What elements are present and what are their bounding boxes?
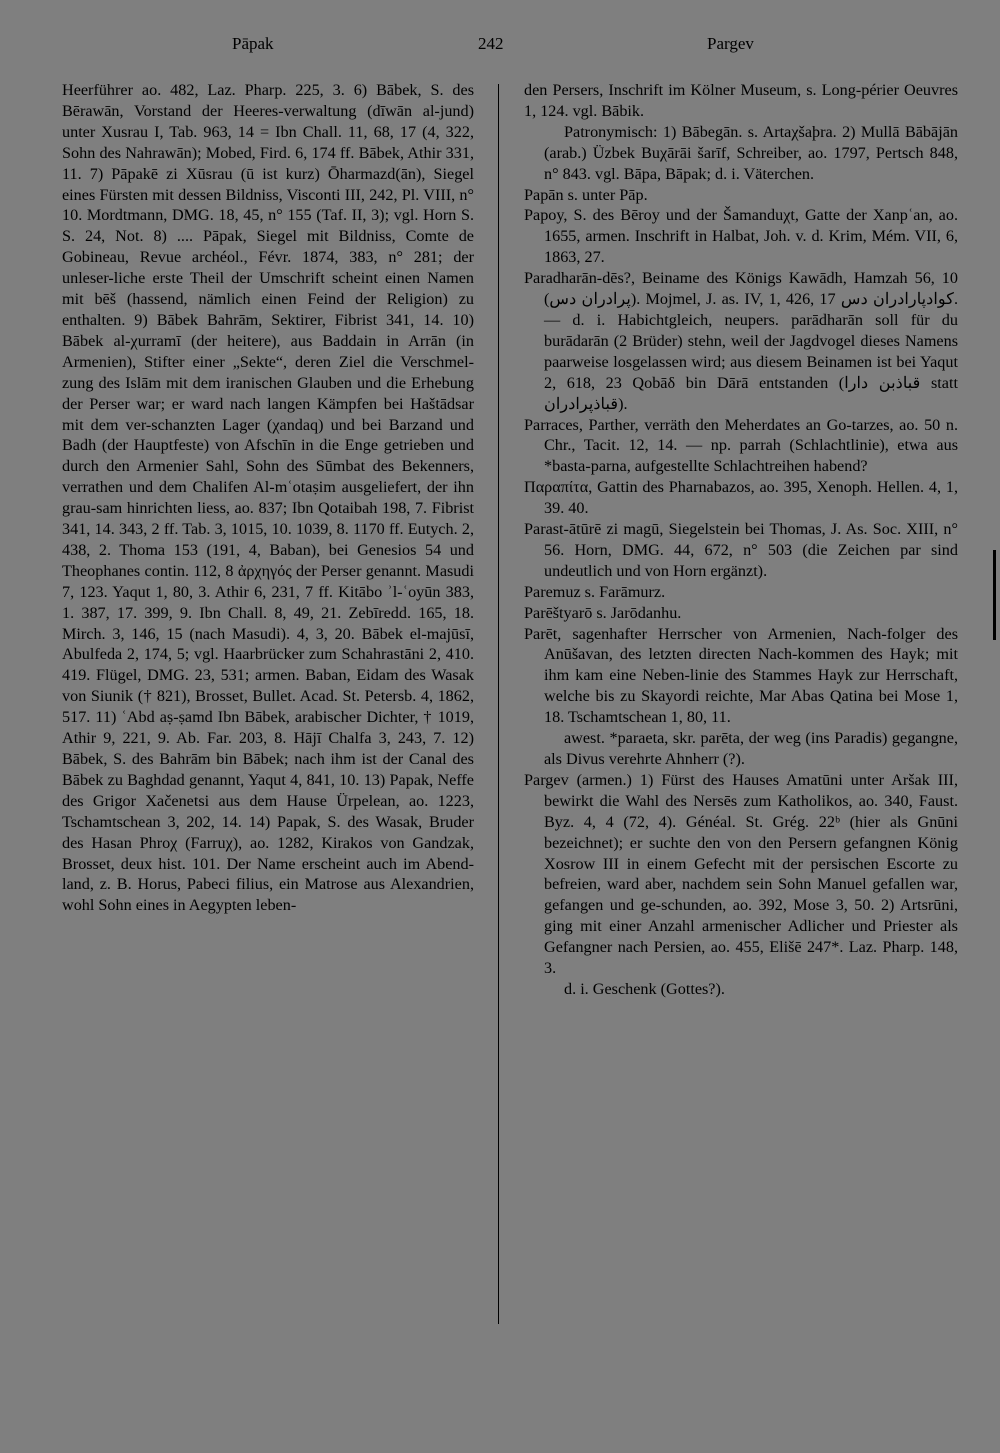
left-column — [62, 80, 474, 916]
entry-paret: Parēt, sagenhafter Herrscher von Armenien, Nach-folger des Anūšavan, des letzten directen Nach-kommen des Hayk; mit ihm kam eine Neben-linie des Stammes Hayk zur Herrschaft, welche bis zu Skayordi reichte, Mar Abas Qatina bei Mose 1, 18. Tschamtschean 1, 80, 11. — [524, 624, 958, 727]
entry-parapita: Παραπίτα, Gattin des Pharnabazos, ao. 395, Xenoph. Hellen. 4, 1, 39. 40. — [524, 478, 958, 518]
entry-parraces: Parraces, Parther, verräth den Meherdates an Go-tarzes, ao. 50 n. Chr., Tacit. 12, 14. — np. parrah (Schlachtlinie), etwa aus *basta-parna, aufgestellte Schlachtreihen habend? — [524, 415, 958, 476]
right-column — [524, 80, 958, 1000]
entry-papoy: Papoy, S. des Bēroy und der Šamanduχt, Gatte der Xanpʿan, ao. 1655, armen. Inschrift in Halbat, Joh. v. d. Krim, Mém. VII, 6, 1863, 27. — [524, 206, 958, 267]
running-head-left: Pāpak — [232, 34, 274, 53]
entry-paradharan-des: Paradharān-dēs?, Beiname des Königs Kawādh, Hamzah 56, 10 (پرادران دس). Mojmel, J. as. IV, 1, 426, 17 کوادپارادران دس. — d. i. Habichtgleich, neupers. parādharān soll für du burādarān (2 Brüder) stehn, weil der Jagdvogel dieses Namens paarweise losgelassen wird; aus diesem Beinamen ist bei Yaqut 2, 618, 23 Qobāδ bin Dārā entstanden (قباذبن دارا statt قباذپرادران). — [524, 269, 958, 413]
entry-pargev-etymology: d. i. Geschenk (Gottes?). — [564, 979, 725, 998]
scan-edge-mark — [993, 550, 996, 640]
entry-papan: Papān s. unter Pāp. — [524, 185, 648, 204]
running-head-right: Pargev — [707, 34, 754, 53]
entry-paremuz: Paremuz s. Farāmurz. — [524, 582, 666, 601]
entry-parast-ature: Parast-ātūrē zi magū, Siegelstein bei Thomas, J. As. Soc. XIII, n° 56. Horn, DMG. 44, 672, n° 503 (die Zeichen par sind undeutlich und von Horn ergänzt). — [524, 520, 958, 580]
entry-parestyaro: Parēštyarō s. Jarōdanhu. — [524, 603, 682, 622]
entry-paret-etymology: awest. *paraeta, skr. parēta, der weg (ins Paradis) gegangne, als Divus verehrte Ahnherr (?). — [544, 729, 958, 768]
page-header — [0, 34, 1000, 62]
page-number: 242 — [478, 34, 504, 53]
entry-continuation: den Persers, Inschrift im Kölner Museum, s. Long-périer Oeuvres 1, 124. vgl. Bābik. — [524, 81, 958, 120]
column-divider — [498, 84, 499, 1324]
entry-patronymisch: Patronymisch: 1) Bābegān. s. Artaχšaþra. 2) Mullā Bābājān (arab.) Üzbek Buχārāi šarīf, Schreiber, ao. 1797, Pertsch 848, n° 843. vgl. Bāpa, Bāpak; d. i. Väterchen. — [544, 122, 958, 183]
left-column-text: Heerführer ao. 482, Laz. Pharp. 225, 3. 6) Bābek, S. des Bērawān, Vorstand der Heeres-verwaltung (dīwān al-jund) unter Xusrau I, Tab. 963, 14 = Ibn Chall. 11, 68, 17 (4, 322, Sohn des Nahrawān); Mobed, Fird. 6, 174 ff. Bābek, Athir 331, 11. 7) Pāpakē zi Xūsrau (ū ist kurz) Ōharmazd(ān), Siegel eines Fürsten mit dessen Bildniss, Visconti III, 242, Pl. VIII, n° 10. Mordtmann, DMG. 18, 45, n° 155 (Taf. II, 3); vgl. Horn S. S. 24, Not. 8) .... Pāpak, Siegel mit Bildniss, Comte de Gobineau, Revue archéol., Févr. 1874, 383, n° 281; der unleser-liche erste Theil der Umschrift scheint einen Namen mit bēš (hassend, nämlich einen Feind der Religion) zu enthalten. 9) Bābek Bahrām, Sektirer, Fibrist 341, 14. 10) Bābek al-χurramī (der heitere), aus Baddain in Arrān (in Armenien), Stifter einer „Sekte“, deren Ziel die Verschmel-zung des Islām mit dem iranischen Glauben und die Erhebung der Perser war; er ward nach langen Kämpfen bei Haštādsar mit dem ver-schanzten Lager (χandaq) und bei Barzand und Badh (der Hauptfeste) von Afschīn in die Enge getrieben und durch den Armenier Sahl, Sohn des Sūmbat des Bekenners, verrathen und dem Chalifen Al-mʿotaṣim ausgeliefert, der ihn grau-sam hinrichten liess, ao. 837; Ibn Qotaibah 198, 7. Fibrist 341, 14. 343, 2 ff. Tab. 3, 1015, 10. 1039, 8. 1170 ff. Eutych. 2, 438, 2. Thoma 153 (191, 4, Baban), bei Genesios 54 und Theophanes contin. 112, 8 ἀρχηγός der Perser genannt. Masudi 7, 123. Yaqut 1, 80, 3. Athir 6, 231, 7 ff. Kitābo ʾl-ʿoyūn 383, 1. 387, 17. 399, 9. Ibn Chall. 8, 49, 21. Zebīredd. 165, 18. Mirch. 3, 146, 15 (nach Masudi). 4, 3, 20. Bābek el-majūsī, Abulfeda 2, 174, 5; vgl. Haarbrücker zum Schahrastāni 2, 410. 419. Flügel, DMG. 23, 531; armen. Baban, Eidam des Wasak von Siunik († 821), Brosset, Bullet. Acad. St. Petersb. 4, 1862, 517. 11) ʿAbd aṣ-ṣamd Ibn Bābek, arabischer Dichter, † 1019, Athir 9, 221, 9. Ab. Far. 203, 8. Hājī Chalfa 3, 243, 7. 12) Bābek, S. des Bahrām bin Bābek; nach ihm ist der Canal des Bābek zu Baghdad genannt, Yaqut 4, 841, 10. 13) Papak, Neffe des Grigor Xačenetsi aus dem Hause Ürpelean, ao. 1223, Tschamtschean 3, 202, 14. 14) Papak, S. des Wasak, Bruder des Hasan Phroχ (Farruχ), ao. 1282, Kirakos von Gandzak, Brosset, deux hist. 101. Der Name erscheint auch im Abend-land, z. B. Horus, Pabeci filius, ein Matrose aus Alexandrien, wohl Sohn eines in Aegypten leben- — [62, 81, 474, 915]
entry-pargev: Pargev (armen.) 1) Fürst des Hauses Amatūni unter Aršak III, bewirkt die Wahl des Nersēs zum Katholikos, ao. 340, Faust. Byz. 4, 4 (72, 4). Généal. St. Grég. 22ᵇ (hier als Gnūni bezeichnet); er suchte den von den Persern gefangnen König Xosrow III in einem Gefecht mit der persischen Escorte zu befreien, ward aber, nachdem sein Sohn Manuel gefallen war, gefangen und ge-schunden, ao. 392, Mose 3, 50. 2) Artsrūni, ging mit einer Anzahl armenischer Adlicher und Priester als Gefangner nach Persien, ao. 455, Elišē 247*. Laz. Pharp. 148, 3. — [524, 770, 958, 978]
